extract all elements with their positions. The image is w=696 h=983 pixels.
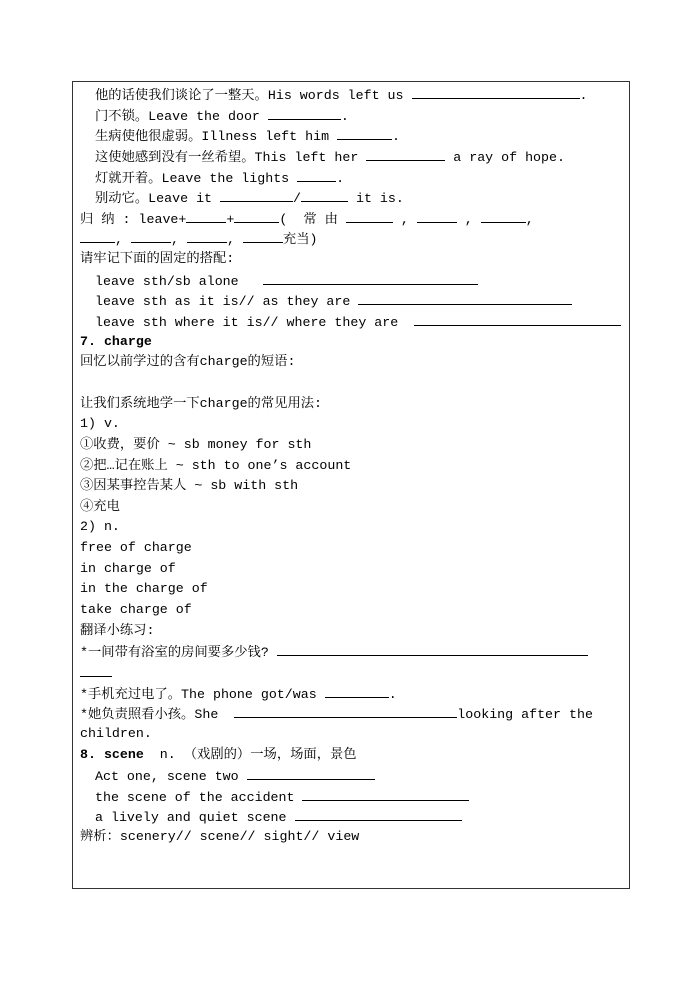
answer-blank[interactable] — [325, 683, 389, 698]
text: + — [226, 211, 235, 227]
text: it is. — [348, 191, 404, 207]
answer-blank[interactable] — [302, 786, 469, 801]
text: leave sth where it is// where they are — [95, 315, 407, 331]
summary-line — [80, 208, 629, 229]
noun-use: free of charge — [80, 540, 192, 556]
text: the scene of the accident — [95, 789, 303, 805]
answer-blank[interactable] — [358, 290, 572, 305]
practice-line — [80, 662, 629, 683]
text: . — [388, 686, 397, 702]
scene-phrase — [80, 786, 629, 807]
answer-blank[interactable] — [301, 187, 348, 202]
text: looking after the — [457, 707, 593, 723]
text: *她负责照看小孩。She — [80, 707, 227, 723]
text: , — [392, 211, 417, 227]
answer-blank[interactable] — [417, 208, 457, 223]
text: , — [115, 232, 123, 248]
text: . — [340, 108, 349, 124]
instruction: 回忆以前学过的含有charge的短语: — [80, 354, 296, 370]
answer-blank[interactable] — [337, 125, 392, 140]
text: *手机充过电了。The phone got/was — [80, 686, 325, 702]
answer-blank[interactable] — [268, 105, 341, 120]
text: Act one, scene two — [95, 769, 247, 785]
exercise-line — [80, 84, 629, 105]
fixed-phrase — [80, 270, 629, 291]
text: leave sth as it is// as they are — [95, 294, 359, 310]
text: a ray of hope. — [445, 149, 565, 165]
verb-use: ③因某事控告某人 ~ sb with sth — [80, 478, 299, 494]
text: 8. scene — [80, 746, 144, 762]
fixed-phrases-heading: 请牢记下面的固定的搭配: — [80, 251, 235, 267]
answer-blank[interactable] — [220, 187, 293, 202]
text: , — [226, 232, 235, 248]
text: 灯就开着。Leave the lights — [95, 170, 298, 186]
worksheet-box — [72, 81, 630, 889]
practice-heading: 翻译小练习: — [80, 622, 155, 638]
text: / — [293, 191, 301, 207]
text: , — [456, 211, 481, 227]
practice-line: children. — [80, 725, 152, 741]
analysis-line: 辨析：scenery// scene// sight// view — [80, 829, 360, 845]
noun-heading: 2) n. — [80, 519, 120, 535]
practice-line — [80, 641, 629, 662]
text: *一间带有浴室的房间要多少钱? — [80, 645, 277, 661]
verb-use: ④充电 — [80, 498, 120, 514]
text: 这使她感到没有一丝希望。This left her — [95, 149, 367, 165]
answer-blank[interactable] — [366, 146, 445, 161]
text: leave sth/sb alone — [95, 273, 247, 289]
answer-blank[interactable] — [346, 208, 393, 223]
exercise-line — [80, 125, 629, 146]
text: a lively and quiet scene — [95, 810, 295, 826]
noun-use: in charge of — [80, 560, 176, 576]
text: . — [392, 129, 401, 145]
noun-use: take charge of — [80, 602, 192, 618]
section-title-scene — [80, 745, 629, 766]
verb-use: ①收费，要价 ~ sb money for sth — [80, 436, 312, 452]
scene-phrase — [80, 765, 629, 786]
text: 门不锁。Leave the door — [95, 108, 268, 124]
answer-blank[interactable] — [481, 208, 526, 223]
answer-blank[interactable] — [277, 641, 588, 656]
answer-blank[interactable] — [263, 270, 478, 285]
text: 生病使他很虚弱。Illness left him — [95, 129, 338, 145]
text: 他的话使我们谈论了一整天。His words left us — [95, 88, 412, 103]
answer-blank[interactable] — [131, 228, 171, 243]
verb-heading: 1) v. — [80, 416, 120, 432]
answer-blank[interactable] — [80, 662, 112, 677]
scene-phrase — [80, 806, 629, 827]
text: 充当) — [282, 232, 318, 248]
exercise-line — [80, 187, 629, 208]
answer-blank[interactable] — [247, 765, 375, 780]
answer-blank[interactable] — [414, 311, 621, 326]
practice-line — [80, 703, 629, 724]
text: . — [579, 88, 588, 103]
section-title-charge: 7. charge — [80, 333, 152, 349]
answer-blank[interactable] — [186, 208, 226, 223]
answer-blank[interactable] — [297, 167, 336, 182]
text: 别动它。Leave it — [95, 191, 221, 207]
text: . — [336, 170, 345, 186]
answer-blank[interactable] — [234, 208, 279, 223]
answer-blank[interactable] — [295, 806, 462, 821]
text: , — [170, 232, 179, 248]
exercise-line — [80, 105, 629, 126]
answer-blank[interactable] — [80, 228, 115, 243]
answer-blank[interactable] — [187, 228, 227, 243]
summary-line — [80, 228, 629, 249]
noun-use: in the charge of — [80, 581, 208, 597]
text: ( 常 由 — [279, 211, 346, 227]
answer-blank[interactable] — [234, 703, 457, 718]
exercise-line — [80, 167, 629, 188]
text: 归 纳 : leave+ — [80, 211, 187, 227]
empty-line — [80, 373, 629, 394]
exercise-line — [80, 146, 629, 167]
fixed-phrase — [80, 290, 629, 311]
answer-blank[interactable] — [243, 228, 283, 243]
text: , — [525, 211, 534, 227]
practice-line — [80, 683, 629, 704]
instruction: 让我们系统地学一下charge的常见用法: — [80, 395, 323, 411]
text: n. （戏剧的）一场，场面，景色 — [143, 746, 357, 762]
answer-blank[interactable] — [412, 84, 580, 99]
verb-use: ②把…记在账上 ~ sth to one’s account — [80, 457, 352, 473]
fixed-phrase — [80, 311, 629, 332]
